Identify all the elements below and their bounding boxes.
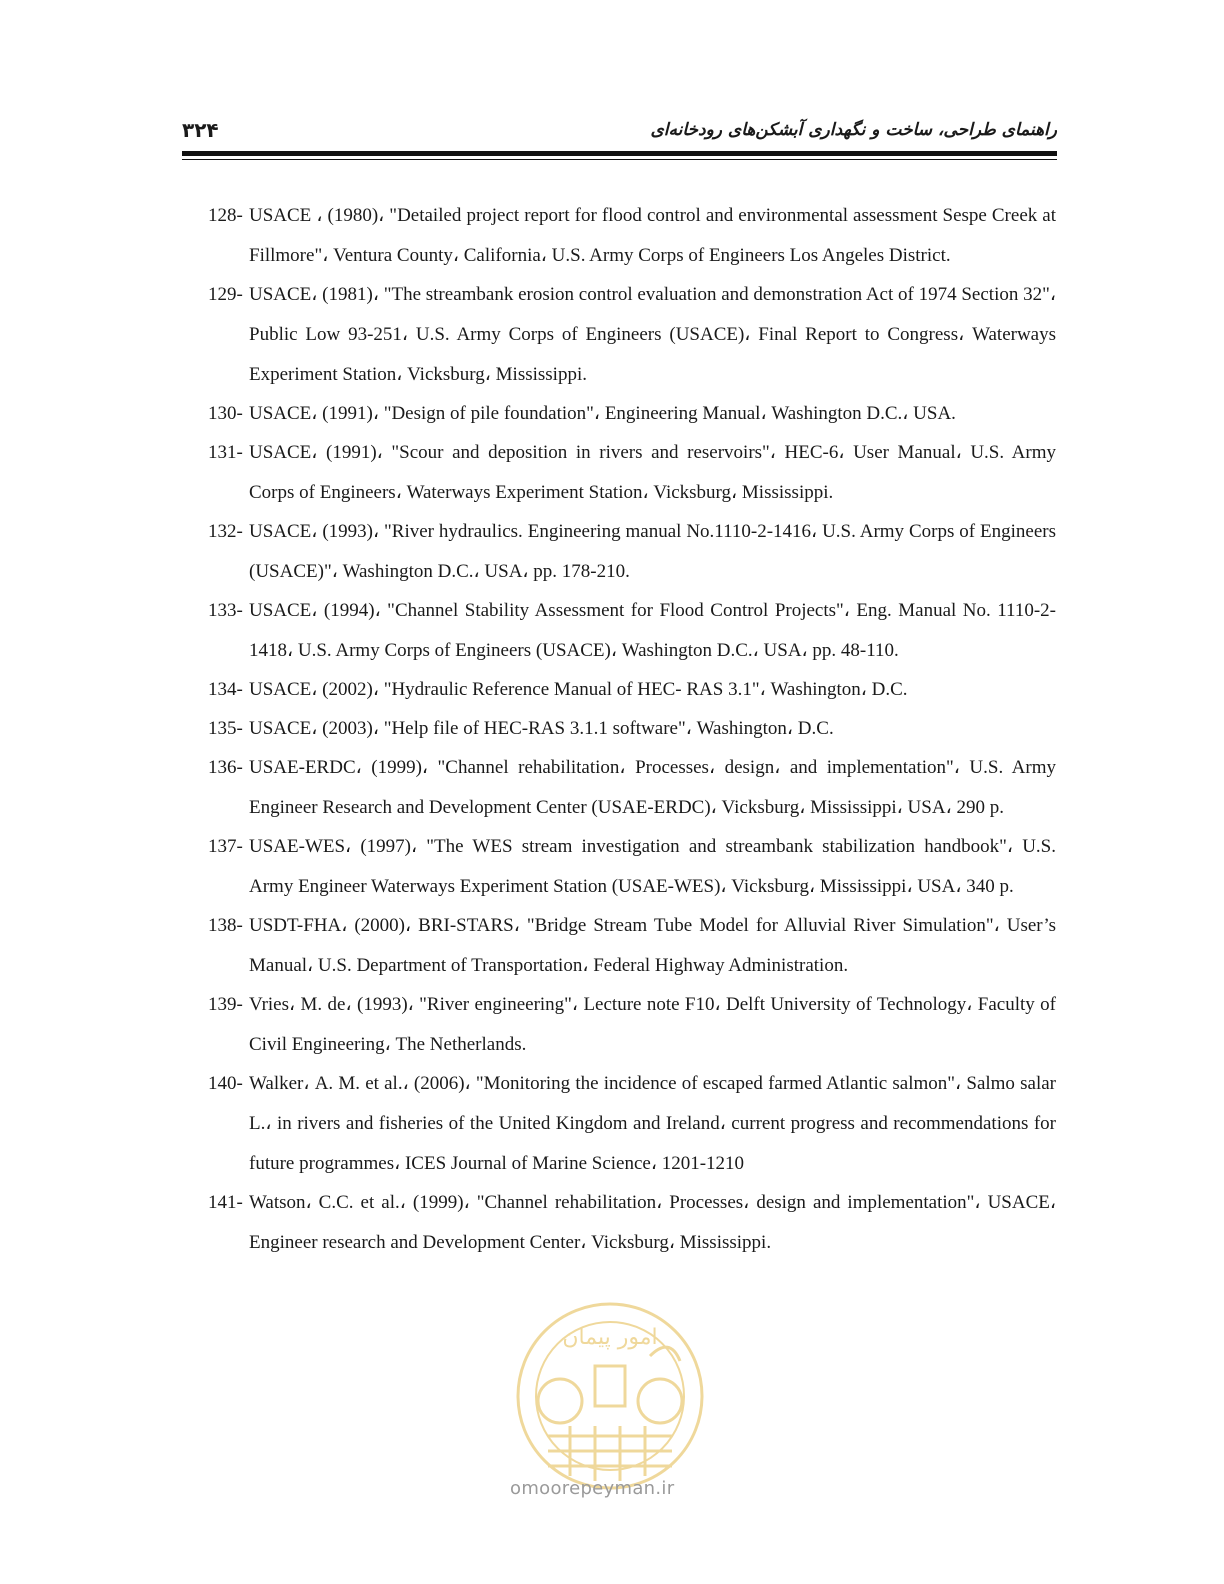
reference-item	[204, 1064, 1056, 1184]
reference-item	[204, 1183, 1056, 1263]
reference-list	[204, 196, 1056, 1262]
running-header	[182, 116, 1057, 156]
reference-item	[204, 433, 1056, 513]
reference-text: USACE، (1991)، "Design of pile foundation"، Engineering Manual، Washington D.C.، USA.	[249, 403, 956, 424]
reference-number: 133-	[208, 600, 243, 621]
reference-text: USACE، (1981)، "The streambank erosion control evaluation and demonstration Act of 1974 Section 32"، Public Low 93-251، U.S. Army Corps of Engineers (USACE)، Final Report to Congress، Waterways Experiment Station، Vicksburg، Mississippi.	[249, 284, 1056, 385]
reference-text: USACE ، (1980)، "Detailed project report for flood control and environmental assessment Sespe Creek at Fillmore"، Ventura County، California، U.S. Army Corps of Engineers Los Angeles District.	[249, 205, 1056, 266]
reference-text: USACE، (1991)، "Scour and deposition in rivers and reservoirs"، HEC-6، User Manual، U.S. Army Corps of Engineers، Waterways Experiment Station، Vicksburg، Mississippi.	[249, 442, 1056, 503]
reference-number: 128-	[208, 205, 243, 226]
header-rule-thick	[182, 151, 1057, 156]
reference-number: 136-	[208, 757, 243, 778]
svg-text:امور پیمان: امور پیمان	[562, 1325, 658, 1350]
book-title: راهنمای طراحی، ساخت و نگهداری آبشکن‌های رودخانه‌ای	[650, 120, 1057, 140]
reference-number: 131-	[208, 442, 243, 463]
reference-text: USAE-ERDC، (1999)، "Channel rehabilitation، Processes، design، and implementation"، U.S. Army Engineer Research and Development Center (USAE-ERDC)، Vicksburg، Mississippi، USA، 290 p.	[249, 757, 1056, 818]
reference-item	[204, 985, 1056, 1065]
reference-number: 138-	[208, 915, 243, 936]
reference-item	[204, 670, 1056, 710]
reference-text: USACE، (2003)، "Help file of HEC-RAS 3.1.1 software"، Washington، D.C.	[249, 718, 834, 739]
reference-item	[204, 748, 1056, 828]
reference-number: 130-	[208, 403, 243, 424]
reference-item	[204, 275, 1056, 395]
reference-number: 129-	[208, 284, 243, 305]
reference-item	[204, 196, 1056, 276]
watermark-site-text: omoorepeyman.ir	[510, 1478, 675, 1499]
reference-text: USACE، (1993)، "River hydraulics. Engineering manual No.1110-2-1416، U.S. Army Corps of Engineers (USACE)"، Washington D.C.، USA، pp. 178-210.	[249, 521, 1056, 582]
reference-item	[204, 512, 1056, 592]
reference-number: 141-	[208, 1192, 243, 1213]
reference-number: 140-	[208, 1073, 243, 1094]
reference-item	[204, 906, 1056, 986]
reference-item	[204, 591, 1056, 671]
reference-number: 132-	[208, 521, 243, 542]
reference-number: 134-	[208, 679, 243, 700]
reference-text: USAE-WES، (1997)، "The WES stream investigation and streambank stabilization handbook"، U.S. Army Engineer Waterways Experiment Station (USAE-WES)، Vicksburg، Mississippi، USA، 340 p.	[249, 836, 1056, 897]
reference-text: Watson، C.C. et al.، (1999)، "Channel rehabilitation، Processes، design and implementation"، USACE، Engineer research and Development Center، Vicksburg، Mississippi.	[249, 1192, 1056, 1253]
page-number: ۳۲۴	[182, 118, 219, 142]
reference-text: Walker، A. M. et al.، (2006)، "Monitoring the incidence of escaped farmed Atlantic salmon"، Salmo salar L.، in rivers and fisheries of the United Kingdom and Ireland، current progress and recommendations for future programmes، ICES Journal of Marine Science، 1201-1210	[249, 1073, 1056, 1174]
reference-text: USACE، (1994)، "Channel Stability Assessment for Flood Control Projects"، Eng. Manual No. 1110-2-1418، U.S. Army Corps of Engineers (USACE)، Washington D.C.، USA، pp. 48-110.	[249, 600, 1056, 661]
reference-text: USACE، (2002)، "Hydraulic Reference Manual of HEC- RAS 3.1"، Washington، D.C.	[249, 679, 908, 700]
reference-item	[204, 709, 1056, 749]
watermark-logo-icon	[500, 1296, 720, 1506]
reference-item	[204, 394, 1056, 434]
header-rule-thin	[182, 159, 1057, 160]
reference-text: USDT-FHA، (2000)، BRI-STARS، "Bridge Stream Tube Model for Alluvial River Simulation"، User’s Manual، U.S. Department of Transportation، Federal Highway Administration.	[249, 915, 1056, 976]
reference-item	[204, 827, 1056, 907]
reference-number: 139-	[208, 994, 243, 1015]
reference-number: 137-	[208, 836, 243, 857]
reference-text: Vries، M. de، (1993)، "River engineering"، Lecture note F10، Delft University of Technology، Faculty of Civil Engineering، The Netherlands.	[249, 994, 1056, 1055]
reference-number: 135-	[208, 718, 243, 739]
